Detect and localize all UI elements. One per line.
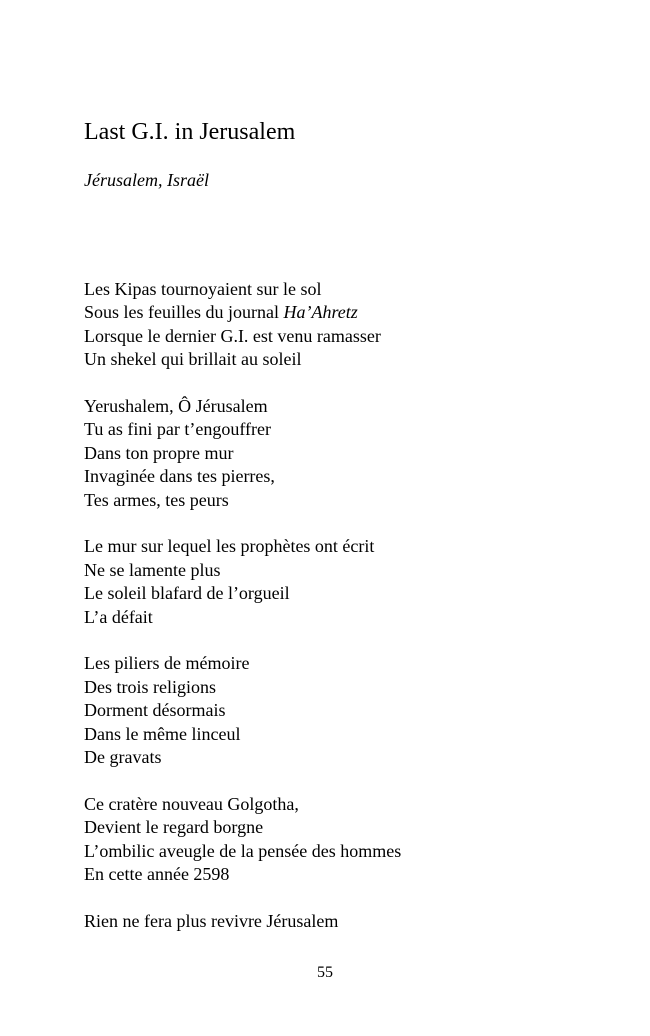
poem-line-text: Sous les feuilles du journal (84, 302, 284, 323)
page-number: 55 (317, 964, 333, 981)
stanza-2 (84, 395, 584, 512)
poem-line: Dans ton propre mur (84, 442, 234, 463)
poem-line: Yerushalem, Ô Jérusalem (84, 396, 268, 417)
poem-line: Lorsque le dernier G.I. est venu ramasser (84, 325, 381, 346)
newspaper-name: Ha’Ahretz (283, 302, 358, 323)
poem-title: Last G.I. in Jerusalem (84, 119, 296, 145)
poem-body (84, 278, 584, 957)
stanza-6 (84, 910, 584, 933)
poem-line: Les Kipas tournoyaient sur le sol (84, 279, 322, 299)
poem-line: Rien ne fera plus revivre Jérusalem (84, 910, 339, 931)
poem-line: Un shekel qui brillait au soleil (84, 349, 302, 370)
poem-line: L’ombilic aveugle de la pensée des hommes (84, 840, 402, 861)
poem-line: Devient le regard borgne (84, 817, 264, 838)
poem-line: De gravats (84, 747, 162, 768)
poem-line: Invaginée dans tes pierres, (84, 466, 275, 487)
poem-location-subtitle: Jérusalem, Israël (84, 170, 209, 190)
poem-line: L’a défait (84, 606, 153, 627)
poem-line: En cette année 2598 (84, 864, 230, 885)
poem-line: Tu as fini par t’engouffrer (84, 419, 271, 440)
stanza-5 (84, 793, 584, 887)
poem-line: Dans le même linceul (84, 723, 241, 744)
poem-line: Des trois religions (84, 676, 216, 697)
poem-line: Tes armes, tes peurs (84, 489, 229, 510)
stanza-1 (84, 278, 584, 372)
poem-line: Dorment désormais (84, 700, 226, 721)
stanza-4 (84, 652, 584, 769)
poem-line: Le soleil blafard de l’orgueil (84, 583, 290, 604)
poem-line: Les piliers de mémoire (84, 653, 250, 674)
stanza-3 (84, 535, 584, 629)
poem-line: Le mur sur lequel les prophètes ont écrit (84, 536, 375, 557)
poem-line: Ce cratère nouveau Golgotha, (84, 793, 299, 814)
poem-line: Ne se lamente plus (84, 559, 221, 580)
poem-line (84, 301, 584, 324)
